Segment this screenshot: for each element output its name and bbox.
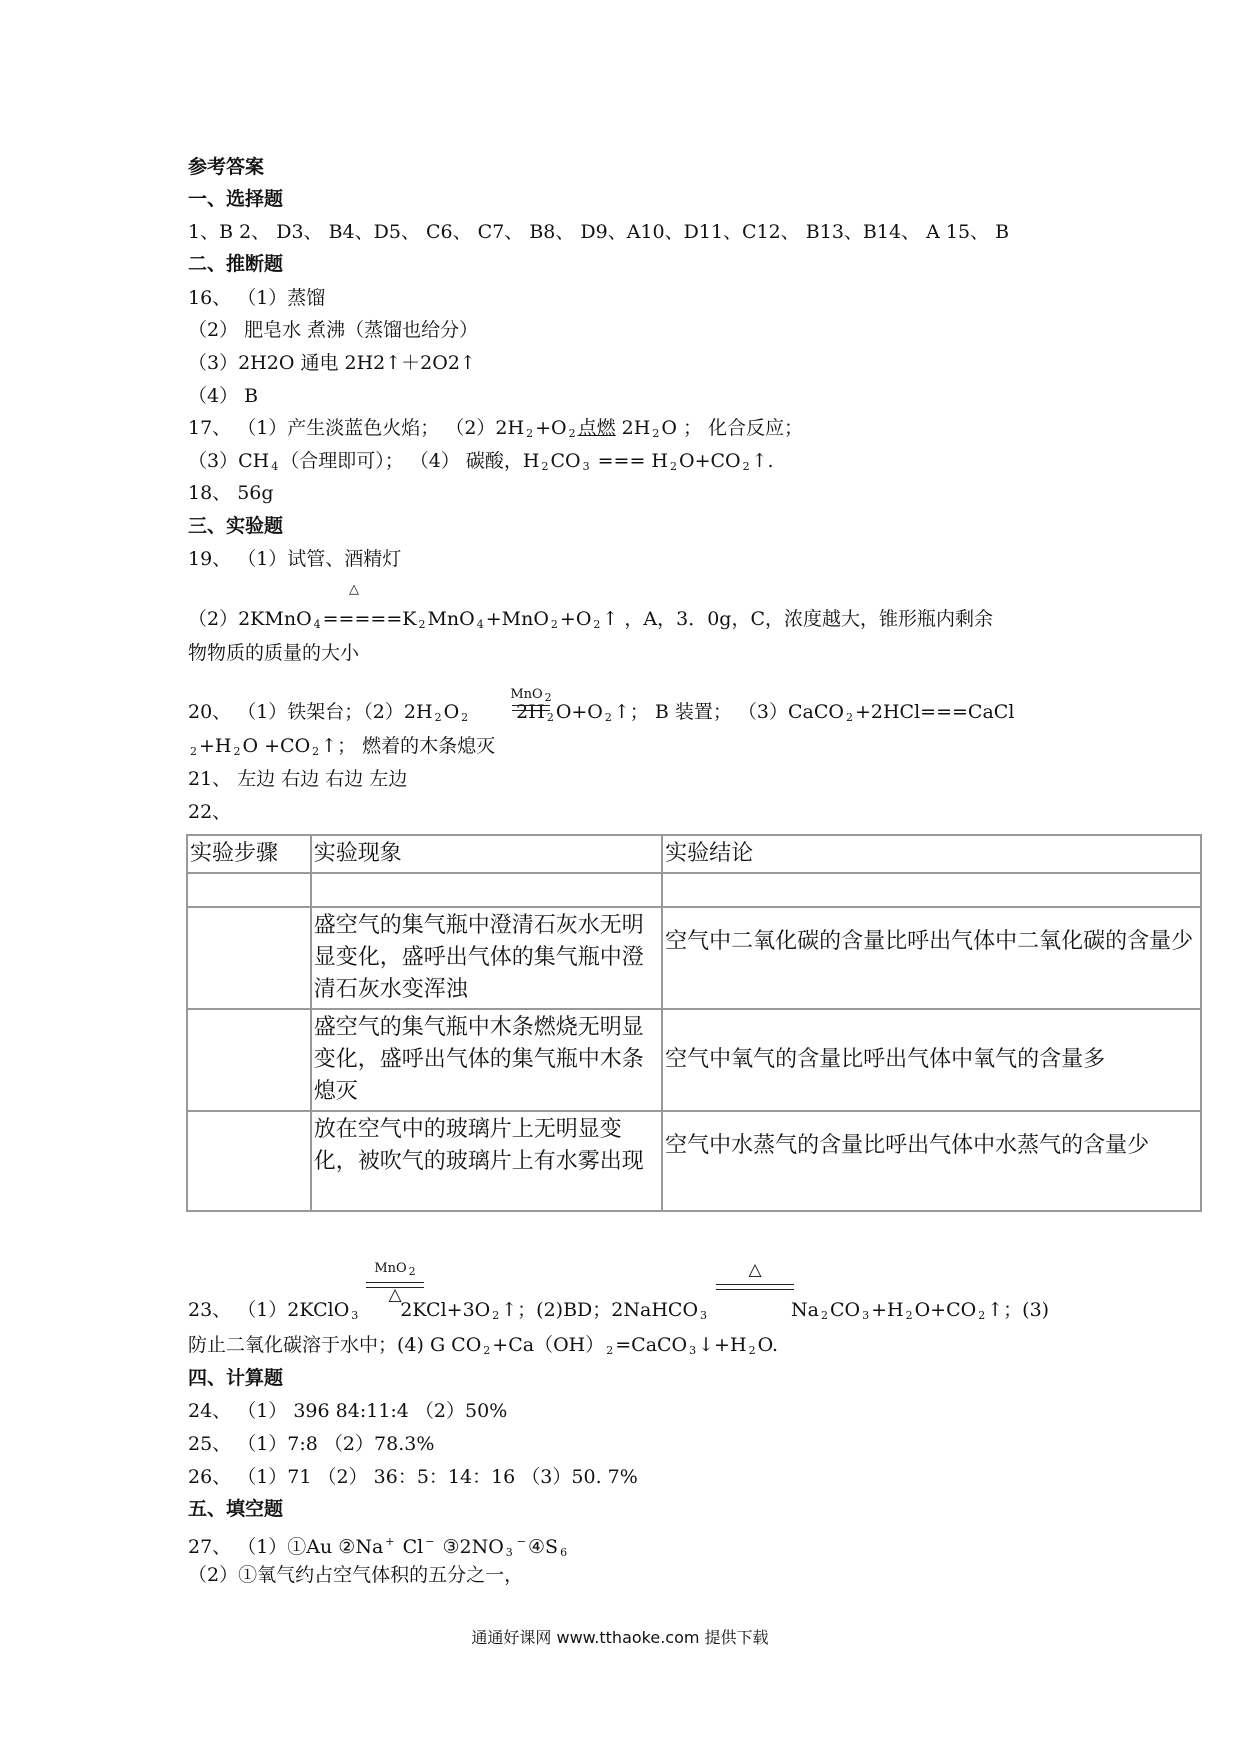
choice-answers: 1、B 2、 D3、 B4、D5、 C6、 C7、 B8、 D9、A10、D11、C12、 B13、B14、 A 15、 B: [188, 221, 1010, 243]
table-row: [187, 1009, 1201, 1111]
q17-line2: （3）CH $_4$ （合理即可）； （4） 碳酸，H $_2$ CO $_3$ === H $_2$ O+CO $_2$ ↑.: [188, 450, 774, 473]
heat-symbol: △: [748, 1260, 762, 1280]
q27-line1: 27、 （1）①Au ②Na + Cl − ③2NO $_3$− ④S $_6$: [188, 1535, 568, 1559]
table-header-row: [187, 835, 1201, 873]
section-heading-inference: 二、推断题: [188, 253, 284, 275]
table-row: [187, 873, 1201, 907]
section-heading-calculation: 四、计算题: [188, 1367, 284, 1389]
table-row: [187, 1111, 1201, 1211]
q16-line3: （3）2H2O 通电 2H2↑＋2O2↑: [188, 352, 476, 374]
page-title: 参考答案: [188, 156, 265, 178]
table-cell: 空气中水蒸气的含量比呼出气体中水蒸气的含量少: [662, 1111, 1201, 1211]
section-heading-fill: 五、填空题: [188, 1498, 284, 1520]
heat-symbol: △: [388, 1285, 402, 1305]
q24-line: 24、 （1） 396 84:11:4 （2）50%: [188, 1400, 508, 1422]
q26-line: 26、 （1）71 （2） 36：5：14：16 （3）50. 7%: [188, 1466, 638, 1488]
q19-line3: 物物质的质量的大小: [188, 642, 360, 664]
table-cell: [187, 1009, 311, 1111]
q16-line1: 16、 （1）蒸馏: [188, 287, 326, 309]
q20-line2: $_2$ +H $_2$ O +CO $_2$ ↑； 燃着的木条熄灭: [190, 735, 496, 758]
q21-line: 21、 左边 右边 右边 左边: [188, 768, 408, 790]
catalyst-label-q20: MnO $_2$: [510, 687, 552, 704]
table-header-cell: 实验现象: [311, 835, 662, 873]
table-cell: 空气中二氧化碳的含量比呼出气体中二氧化碳的含量少: [662, 907, 1201, 1009]
table-cell: 盛空气的集气瓶中木条燃烧无明显变化，盛呼出气体的集气瓶中木条熄灭: [311, 1009, 662, 1111]
q27-line2: （2）①氧气约占空气体积的五分之一，: [188, 1564, 524, 1586]
q25-line: 25、 （1）7:8 （2）78.3%: [188, 1433, 435, 1455]
q18-line: 18、 56g: [188, 482, 274, 504]
table-header-cell: 实验步骤: [187, 835, 311, 873]
heat-symbol: △: [349, 582, 359, 597]
q23-line2: 防止二氧化碳溶于水中；(4) G CO $_2$ +Ca（OH） $_2$ =CaCO $_3$ ↓+H $_2$ O.: [188, 1334, 779, 1357]
table-cell: [662, 873, 1201, 907]
table-cell: [187, 873, 311, 907]
table-header-cell: 实验结论: [662, 835, 1201, 873]
q22-label: 22、: [188, 801, 232, 823]
q19-line1: 19、 （1）试管、酒精灯: [188, 548, 402, 570]
section-heading-experiment: 三、实验题: [188, 515, 284, 537]
q16-line4: （4） B: [188, 385, 259, 407]
section-heading-choice: 一、选择题: [188, 188, 284, 210]
q19-line2: （2）2KMnO $_4$ =====K $_2$ MnO $_4$ +MnO $_2$ +O $_2$ ↑ ，A，3．0g，C，浓度越大，锥形瓶内剩余: [188, 608, 993, 631]
table-cell: 空气中氧气的含量比呼出气体中氧气的含量多: [662, 1009, 1201, 1111]
experiment-table: [186, 834, 1202, 1212]
q16-line2: （2） 肥皂水 煮沸（蒸馏也给分）: [188, 319, 479, 341]
table-cell: 盛空气的集气瓶中澄清石灰水无明显变化，盛呼出气体的集气瓶中澄清石灰水变浑浊: [311, 907, 662, 1009]
q17-line1: 17、 （1）产生淡蓝色火焰； （2）2H $_2$ +O $_2$ 点燃 2H $_2$ O ； 化合反应；: [188, 417, 803, 440]
q23-line1: 23、 （1）2KClO $_3$ 2KCl+3O $_2$ ↑；(2)BD；2NaHCO $_3$ Na $_2$ CO $_3$ +H $_2$ O+CO $_2$ ↑；(3): [188, 1299, 1050, 1322]
reaction-double-line-q23b: [716, 1284, 794, 1290]
q20-line1: 20、 （1）铁架台；（2）2H $_2$ O $_2$ 2H $_2$ O+O $_2$ ↑； B 装置； （3）CaCO $_2$ +2HCl===CaCl: [188, 701, 1015, 724]
table-cell: [187, 907, 311, 1009]
table-cell: [187, 1111, 311, 1211]
catalyst-label-q23: MnO $_2$: [374, 1261, 416, 1278]
page-footer: 通通好课网 www.tthaoke.com 提供下载: [471, 1628, 769, 1647]
table-cell: [311, 873, 662, 907]
table-row: [187, 907, 1201, 1009]
table-cell: 放在空气中的玻璃片上无明显变化，被吹气的玻璃片上有水雾出现: [311, 1111, 662, 1211]
